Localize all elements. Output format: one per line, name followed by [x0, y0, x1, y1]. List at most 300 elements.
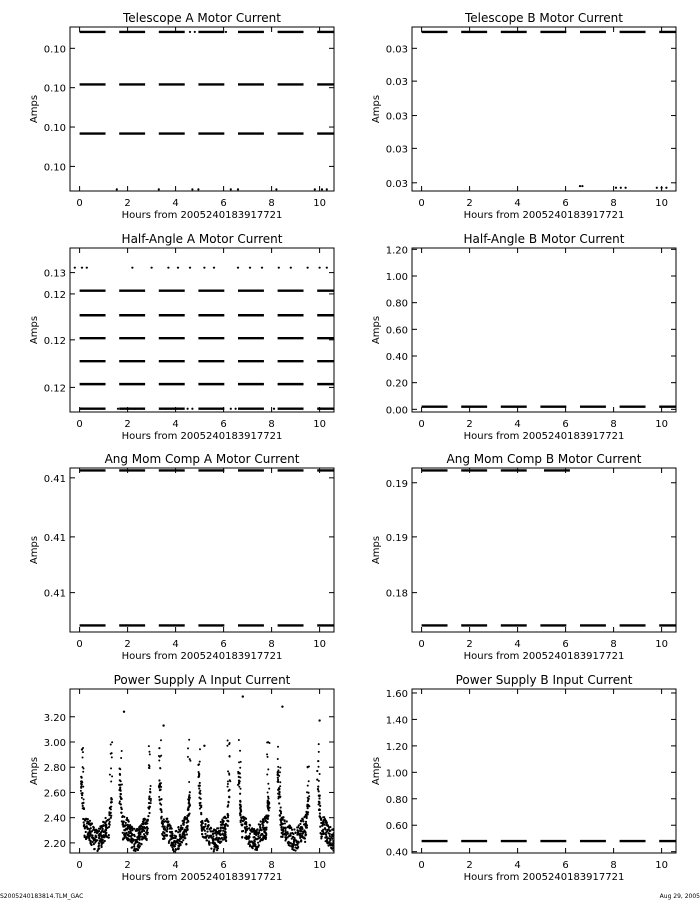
data-point	[329, 826, 331, 828]
data-point	[281, 826, 283, 828]
data-point	[120, 757, 122, 759]
data-point	[228, 772, 230, 774]
data-point	[159, 767, 161, 769]
x-tick-label: 2	[466, 860, 473, 871]
data-point	[319, 773, 321, 775]
data-point	[139, 845, 141, 847]
data-point	[105, 824, 107, 826]
x-tick-label: 4	[514, 198, 521, 209]
y-tick-label: 0.19	[385, 478, 408, 490]
data-point	[240, 788, 242, 790]
data-point	[158, 760, 160, 762]
data-point	[282, 823, 284, 825]
data-point	[208, 824, 210, 826]
data-point	[133, 849, 135, 851]
chart-title: Ang Mom Comp B Motor Current	[446, 452, 642, 466]
data-point	[261, 31, 263, 33]
data-point	[253, 830, 255, 832]
data-point	[318, 766, 320, 768]
x-tick-label: 6	[562, 860, 569, 871]
y-tick-label: 2.60	[43, 788, 66, 800]
data-point	[88, 839, 90, 841]
data-point	[161, 811, 163, 813]
data-point	[187, 408, 189, 410]
data-point	[295, 31, 297, 33]
data-point	[121, 750, 123, 752]
data-point	[174, 843, 176, 845]
data-point	[168, 840, 170, 842]
data-point	[267, 768, 269, 770]
data-point	[183, 821, 185, 823]
y-tick-label: 2.20	[43, 838, 66, 850]
data-point	[341, 825, 343, 827]
data-point	[139, 827, 141, 829]
chart-title: Ang Mom Comp A Motor Current	[104, 452, 300, 466]
data-point	[264, 832, 266, 834]
data-point	[85, 831, 87, 833]
plot-frame	[70, 468, 334, 632]
data-point	[258, 829, 260, 831]
data-point	[665, 187, 667, 189]
data-point	[133, 843, 135, 845]
data-point	[255, 838, 257, 840]
data-point	[109, 807, 111, 809]
data-point	[227, 783, 229, 785]
data-point	[269, 807, 271, 809]
data-point	[220, 821, 222, 823]
data-point	[345, 812, 347, 814]
data-point	[212, 835, 214, 837]
data-marks	[80, 31, 344, 191]
data-point	[123, 711, 125, 713]
data-point	[279, 785, 281, 787]
data-point	[205, 839, 207, 841]
data-point	[123, 837, 125, 839]
data-point	[217, 839, 219, 841]
data-point	[340, 830, 342, 832]
data-point	[334, 846, 336, 848]
data-point	[261, 267, 263, 269]
data-point	[82, 807, 84, 809]
data-point	[241, 836, 243, 838]
chart-title: Half-Angle B Motor Current	[463, 232, 625, 246]
data-point	[188, 739, 190, 741]
data-point	[161, 822, 163, 824]
y-tick-label: 1.20	[385, 741, 408, 753]
x-tick-label: 6	[562, 198, 569, 209]
x-tick-label: 8	[610, 419, 617, 430]
x-tick-label: 6	[562, 639, 569, 650]
data-point	[331, 848, 333, 850]
data-point	[189, 791, 191, 793]
data-point	[277, 777, 279, 779]
y-tick-label: 2.80	[43, 763, 66, 775]
data-point	[104, 831, 106, 833]
data-point	[344, 827, 346, 829]
x-tick-label: 0	[418, 639, 425, 650]
chart-panel	[371, 673, 685, 883]
data-point	[146, 833, 148, 835]
data-point	[127, 826, 129, 828]
data-point	[181, 841, 183, 843]
data-point	[148, 767, 150, 769]
data-point	[228, 790, 230, 792]
data-point	[121, 816, 123, 818]
data-point	[224, 830, 226, 832]
data-point	[300, 820, 302, 822]
data-point	[101, 830, 103, 832]
data-point	[160, 31, 162, 33]
data-point	[187, 756, 189, 758]
data-point	[84, 819, 86, 821]
x-tick-label: 6	[220, 198, 227, 209]
data-point	[335, 839, 337, 841]
y-axis-label: Amps	[29, 756, 40, 786]
data-point	[293, 841, 295, 843]
data-point	[342, 833, 344, 835]
data-point	[339, 830, 341, 832]
data-point	[89, 831, 91, 833]
data-point	[138, 842, 140, 844]
x-tick-label: 0	[76, 639, 83, 650]
data-point	[338, 827, 340, 829]
y-tick-label: 3.20	[43, 712, 66, 724]
data-point	[124, 832, 126, 834]
data-point	[243, 819, 245, 821]
data-point	[151, 267, 153, 269]
data-point	[277, 779, 279, 781]
x-tick-label: 10	[313, 639, 326, 650]
data-point	[215, 844, 217, 846]
data-point	[338, 822, 340, 824]
data-point	[82, 805, 84, 807]
data-point	[319, 805, 321, 807]
data-point	[302, 818, 304, 820]
data-point	[337, 832, 339, 834]
data-point	[123, 821, 125, 823]
plot-frame	[412, 468, 676, 632]
data-point	[340, 823, 342, 825]
data-point	[162, 724, 164, 726]
data-point	[150, 798, 152, 800]
data-point	[251, 827, 253, 829]
x-tick-label: 2	[124, 639, 131, 650]
data-point	[338, 840, 340, 842]
data-point	[264, 835, 266, 837]
x-tick-label: 8	[610, 639, 617, 650]
data-point	[347, 799, 349, 801]
data-point	[319, 795, 321, 797]
data-point	[229, 779, 231, 781]
data-marks	[80, 470, 344, 625]
data-point	[144, 827, 146, 829]
data-point	[278, 267, 280, 269]
data-point	[200, 802, 202, 804]
data-point	[224, 828, 226, 830]
data-point	[346, 816, 348, 818]
x-tick-label: 10	[313, 198, 326, 209]
data-point	[346, 802, 348, 804]
data-point	[318, 743, 320, 745]
data-point	[91, 834, 93, 836]
data-point	[147, 815, 149, 817]
data-point	[230, 408, 232, 410]
data-point	[297, 846, 299, 848]
data-point	[227, 786, 229, 788]
data-point	[305, 814, 307, 816]
data-point	[254, 31, 256, 33]
data-point	[285, 836, 287, 838]
data-point	[279, 815, 281, 817]
data-point	[348, 786, 350, 788]
data-point	[148, 751, 150, 753]
data-point	[344, 826, 346, 828]
data-point	[337, 826, 339, 828]
data-point	[287, 842, 289, 844]
data-point	[329, 833, 331, 835]
data-point	[213, 267, 215, 269]
x-axis-label: Hours from 2005240183917721	[121, 431, 283, 442]
data-point	[203, 836, 205, 838]
x-tick-label: 2	[466, 419, 473, 430]
data-point	[267, 783, 269, 785]
data-point	[295, 839, 297, 841]
data-point	[307, 785, 309, 787]
data-point	[239, 767, 241, 769]
plot-frame	[412, 689, 676, 853]
y-tick-label: 0.10	[43, 123, 66, 135]
data-point	[94, 848, 96, 850]
data-point	[208, 828, 210, 830]
data-point	[347, 790, 349, 792]
data-point	[158, 755, 160, 757]
data-point	[210, 835, 212, 837]
data-point	[110, 767, 112, 769]
data-point	[90, 827, 92, 829]
data-point	[326, 267, 328, 269]
data-point	[149, 788, 151, 790]
data-point	[206, 835, 208, 837]
data-point	[347, 804, 349, 806]
data-point	[318, 719, 320, 721]
data-point	[307, 766, 309, 768]
data-point	[345, 806, 347, 808]
data-point	[326, 830, 328, 832]
data-point	[171, 841, 173, 843]
data-point	[92, 826, 94, 828]
data-point	[203, 745, 205, 747]
data-point	[344, 815, 346, 817]
x-tick-label: 6	[220, 639, 227, 650]
data-point	[82, 771, 84, 773]
data-point	[161, 833, 163, 835]
data-point	[183, 829, 185, 831]
data-point	[230, 188, 232, 190]
y-axis-label: Amps	[29, 315, 40, 345]
data-point	[346, 782, 348, 784]
data-point	[108, 818, 110, 820]
data-point	[290, 267, 292, 269]
data-point	[304, 825, 306, 827]
y-tick-label: 0.41	[43, 473, 66, 485]
data-point	[92, 841, 94, 843]
data-point	[273, 408, 275, 410]
x-tick-label: 4	[514, 639, 521, 650]
data-point	[225, 840, 227, 842]
data-point	[343, 825, 345, 827]
data-point	[200, 813, 202, 815]
x-tick-label: 8	[268, 860, 275, 871]
data-point	[331, 838, 333, 840]
data-point	[81, 748, 83, 750]
data-point	[227, 804, 229, 806]
data-point	[237, 267, 239, 269]
data-point	[160, 786, 162, 788]
data-point	[228, 796, 230, 798]
data-point	[281, 832, 283, 834]
data-point	[249, 267, 251, 269]
data-point	[303, 829, 305, 831]
data-point	[125, 822, 127, 824]
chart-panel	[29, 11, 343, 221]
data-point	[323, 819, 325, 821]
data-point	[130, 835, 132, 837]
data-point	[94, 835, 96, 837]
data-point	[238, 761, 240, 763]
data-point	[219, 830, 221, 832]
data-point	[99, 826, 101, 828]
data-point	[86, 267, 88, 269]
x-tick-label: 10	[655, 639, 668, 650]
data-point	[238, 786, 240, 788]
data-point	[328, 837, 330, 839]
data-point	[257, 835, 259, 837]
data-point	[225, 31, 227, 33]
data-point	[161, 816, 163, 818]
x-tick-label: 0	[76, 419, 83, 430]
x-tick-label: 0	[76, 860, 83, 871]
y-tick-label: 1.60	[385, 688, 408, 700]
x-tick-label: 8	[610, 198, 617, 209]
data-point	[97, 830, 99, 832]
data-point	[120, 790, 122, 792]
data-point	[160, 808, 162, 810]
y-tick-label: 0.03	[385, 111, 408, 123]
x-tick-label: 4	[172, 639, 179, 650]
data-point	[208, 842, 210, 844]
data-point	[346, 801, 348, 803]
data-point	[344, 836, 346, 838]
data-point	[194, 31, 196, 33]
data-point	[303, 816, 305, 818]
data-point	[82, 756, 84, 758]
data-point	[306, 805, 308, 807]
data-point	[223, 837, 225, 839]
y-axis-label: Amps	[29, 535, 40, 565]
y-tick-label: 0.12	[43, 335, 66, 347]
data-point	[268, 803, 270, 805]
data-point	[127, 819, 129, 821]
x-tick-label: 10	[313, 860, 326, 871]
data-point	[345, 816, 347, 818]
data-point	[110, 781, 112, 783]
data-point	[119, 795, 121, 797]
data-point	[292, 836, 294, 838]
data-point	[208, 837, 210, 839]
data-point	[80, 783, 82, 785]
x-tick-label: 4	[514, 860, 521, 871]
data-point	[120, 812, 122, 814]
data-point	[217, 827, 219, 829]
data-point	[148, 764, 150, 766]
data-point	[326, 188, 328, 190]
y-tick-label: 0.03	[385, 77, 408, 89]
data-point	[95, 840, 97, 842]
data-point	[330, 844, 332, 846]
data-point	[338, 842, 340, 844]
data-point	[263, 837, 265, 839]
data-point	[289, 844, 291, 846]
data-point	[337, 841, 339, 843]
data-point	[223, 838, 225, 840]
data-point	[81, 802, 83, 804]
data-point	[178, 847, 180, 849]
data-point	[337, 844, 339, 846]
data-point	[278, 791, 280, 793]
data-point	[344, 842, 346, 844]
data-point	[163, 835, 165, 837]
data-point	[191, 188, 193, 190]
data-point	[337, 837, 339, 839]
data-point	[346, 801, 348, 803]
x-axis-label: Hours from 2005240183917721	[463, 651, 625, 662]
data-point	[346, 804, 348, 806]
data-point	[100, 841, 102, 843]
data-point	[159, 799, 161, 801]
data-point	[82, 786, 84, 788]
data-point	[142, 836, 144, 838]
x-tick-label: 10	[313, 419, 326, 430]
x-axis-label: Hours from 2005240183917721	[121, 210, 283, 221]
x-tick-label: 4	[172, 419, 179, 430]
x-tick-label: 8	[610, 860, 617, 871]
data-point	[145, 838, 147, 840]
data-point	[345, 742, 347, 744]
data-point	[96, 850, 98, 852]
x-axis-label: Hours from 2005240183917721	[463, 872, 625, 883]
data-point	[81, 781, 83, 783]
data-point	[319, 408, 321, 410]
x-tick-label: 0	[418, 860, 425, 871]
data-point	[173, 850, 175, 852]
data-point	[291, 843, 293, 845]
data-point	[200, 793, 202, 795]
data-point	[319, 267, 321, 269]
data-point	[581, 185, 583, 187]
data-point	[281, 705, 283, 707]
x-tick-label: 2	[124, 419, 131, 430]
chart-panel	[371, 232, 685, 442]
data-point	[341, 824, 343, 826]
data-point	[164, 828, 166, 830]
data-point	[298, 824, 300, 826]
x-tick-label: 6	[220, 860, 227, 871]
data-point	[337, 844, 339, 846]
data-point	[200, 798, 202, 800]
data-point	[124, 835, 126, 837]
data-point	[317, 760, 319, 762]
data-point	[335, 845, 337, 847]
